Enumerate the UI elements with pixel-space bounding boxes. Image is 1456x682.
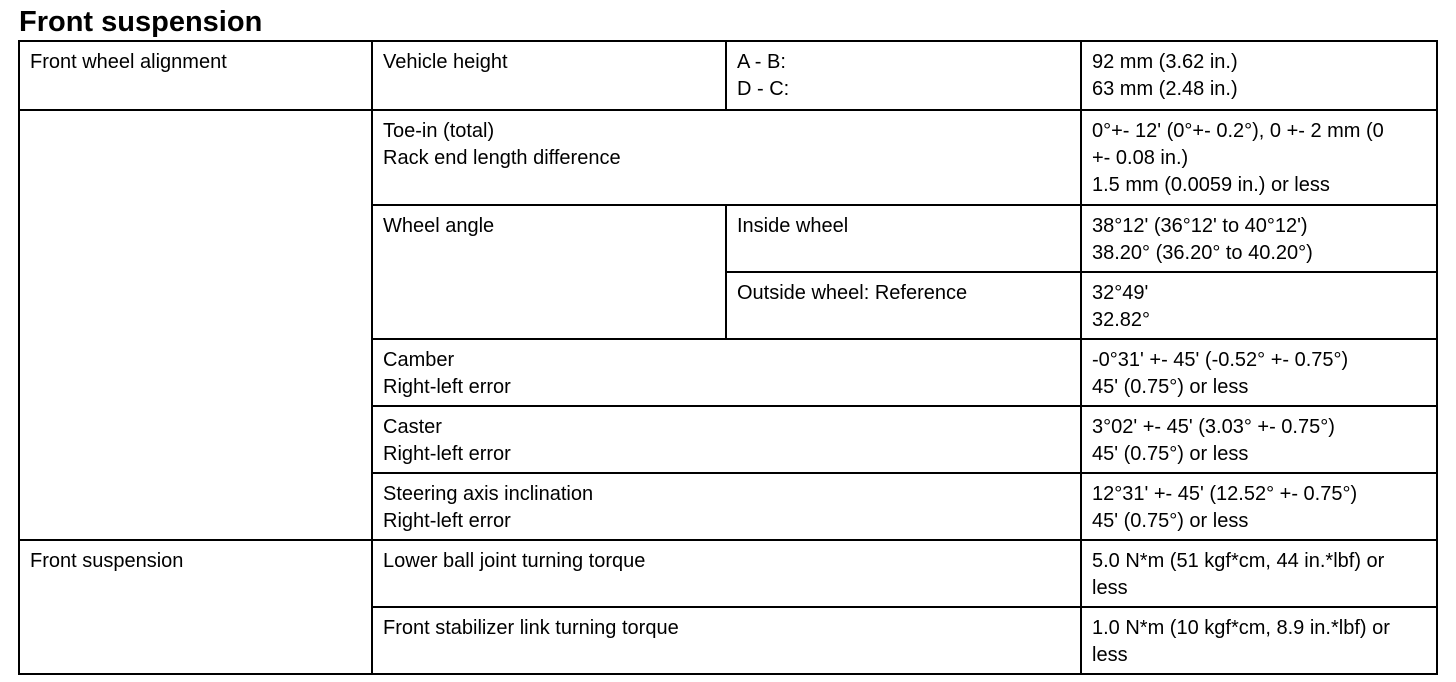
sub-label: Inside wheel: [737, 215, 849, 237]
item-label: Right-left error: [383, 510, 511, 532]
sub-label: D - C:: [737, 78, 790, 100]
value-text: 12°31' +- 45' (12.52° +- 0.75°): [1092, 483, 1358, 505]
value-cell-camber: [1081, 339, 1437, 406]
value-text: 38.20° (36.20° to 40.20°): [1092, 242, 1313, 264]
sub-label: A - B:: [737, 51, 786, 73]
item-label: Caster: [383, 416, 442, 438]
value-text: 1.0 N*m (10 kgf*cm, 8.9 in.*lbf) or: [1092, 617, 1390, 639]
value-text: 45' (0.75°) or less: [1092, 443, 1249, 465]
page-title: Front suspension: [19, 6, 263, 38]
value-text: 0°+- 12' (0°+- 0.2°), 0 +- 2 mm (0: [1092, 120, 1384, 142]
spec-table: [18, 40, 1438, 675]
group-label: Front suspension: [30, 550, 184, 572]
value-text: 1.5 mm (0.0059 in.) or less: [1092, 174, 1330, 196]
value-text: 45' (0.75°) or less: [1092, 376, 1249, 398]
item-label: Wheel angle: [383, 215, 495, 237]
item-label: Steering axis inclination: [383, 483, 594, 505]
sub-cell-inside-wheel: [726, 205, 1081, 272]
value-text: less: [1092, 577, 1128, 599]
value-text: 32.82°: [1092, 309, 1151, 331]
item-label: Right-left error: [383, 376, 511, 398]
value-cell-vehicle-height: [1081, 41, 1437, 110]
value-text: 3°02' +- 45' (3.03° +- 0.75°): [1092, 416, 1335, 438]
value-text: -0°31' +- 45' (-0.52° +- 0.75°): [1092, 349, 1349, 371]
item-label: Right-left error: [383, 443, 511, 465]
value-text: 32°49': [1092, 282, 1149, 304]
value-cell-caster: [1081, 406, 1437, 473]
item-cell-camber: [372, 339, 1081, 406]
sub-label: Outside wheel: Reference: [737, 282, 968, 304]
item-cell-lower-ball-joint: [372, 540, 1081, 607]
value-cell-steering-axis: [1081, 473, 1437, 540]
sub-cell-vehicle-height: [726, 41, 1081, 110]
item-cell-steering-axis: [372, 473, 1081, 540]
group-cell-front-suspension: [19, 540, 372, 674]
value-cell-lower-ball-joint: [1081, 540, 1437, 607]
value-cell-stabilizer-link: [1081, 607, 1437, 674]
sub-cell-outside-wheel: [726, 272, 1081, 339]
value-text: 63 mm (2.48 in.): [1092, 78, 1238, 100]
item-cell-toe-in: [372, 110, 1081, 205]
item-label: Camber: [383, 349, 455, 371]
value-text: less: [1092, 644, 1128, 666]
item-label: Lower ball joint turning torque: [383, 550, 646, 572]
value-text: 45' (0.75°) or less: [1092, 510, 1249, 532]
value-text: 92 mm (3.62 in.): [1092, 51, 1238, 73]
value-cell-toe-in: [1081, 110, 1437, 205]
item-cell-vehicle-height: [372, 41, 726, 110]
value-cell-inside-wheel: [1081, 205, 1437, 272]
group-cell-front-wheel-alignment: [19, 41, 372, 110]
item-cell-caster: [372, 406, 1081, 473]
item-label: Vehicle height: [383, 51, 508, 73]
table-row-lower-ball-joint: [19, 540, 1437, 607]
table-row-vehicle-height: [19, 41, 1437, 110]
group-label: Front wheel alignment: [30, 51, 227, 73]
item-label: Rack end length difference: [383, 147, 621, 169]
value-text: 5.0 N*m (51 kgf*cm, 44 in.*lbf) or: [1092, 550, 1385, 572]
item-cell-wheel-angle: [372, 205, 726, 339]
value-cell-outside-wheel: [1081, 272, 1437, 339]
value-text: +- 0.08 in.): [1092, 147, 1189, 169]
item-cell-stabilizer-link: [372, 607, 1081, 674]
value-text: 38°12' (36°12' to 40°12'): [1092, 215, 1308, 237]
group-cell-empty: [19, 110, 372, 540]
item-label: Front stabilizer link turning torque: [383, 617, 679, 639]
item-label: Toe-in (total): [383, 120, 495, 142]
table-row-toe-in: [19, 110, 1437, 205]
